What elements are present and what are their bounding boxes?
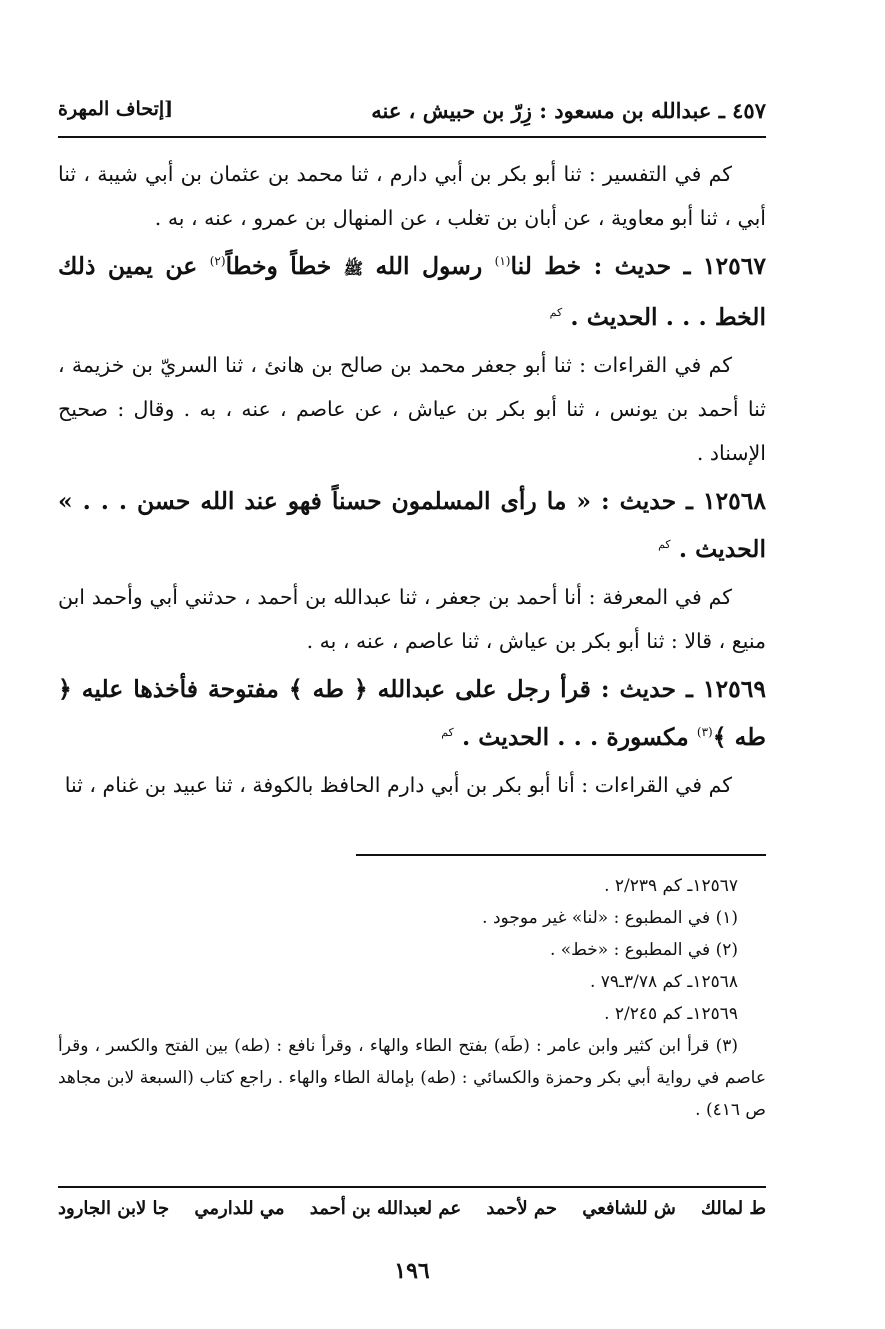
hadith-text: ١٢٥٦٨ ـ حديث : « ما رأى المسلمون حسناً فهو عند الله حسن . . . » الحديث . xyxy=(58,487,766,563)
abbreviation: حم لأحمد xyxy=(486,1198,558,1219)
footnote-separator xyxy=(356,854,766,856)
abbreviation: عم لعبدالله بن أحمد xyxy=(309,1198,462,1219)
footnote-item: (١) في المطبوع : «لنا» غير موجود . xyxy=(482,908,738,928)
isnad-paragraph: كم في التفسير : ثنا أبو بكر بن أبي دارم ، ثنا محمد بن عثمان بن أبي شيبة ، ثنا أبي ، ثنا أبو معاوية ، عن أبان بن تغلب ، عن المنهال بن عمرو ، عنه ، به . xyxy=(58,162,766,230)
source-siglum: كم xyxy=(441,726,454,740)
source-siglum: كم xyxy=(549,306,563,320)
footnote-ref: (٣) xyxy=(696,725,713,740)
abbreviations-separator xyxy=(58,1186,766,1188)
hadith-text: رسول الله xyxy=(363,252,495,280)
isnad-paragraph: كم في القراءات : ثنا أبو جعفر محمد بن صالح بن هانئ ، ثنا السريّ بن خزيمة ، ثنا أحمد بن يونس ، ثنا أبو بكر بن عياش ، عن عاصم ، عنه ، به . وقال : صحيح الإسناد . xyxy=(58,353,766,465)
page-number: ١٩٦ xyxy=(394,1258,430,1284)
footnote-item: ١٢٥٦٨ـ كم ٣/٧٨ـ٧٩ . xyxy=(589,972,738,992)
source-siglum: كم xyxy=(658,538,671,552)
footnote-ref: (٢) xyxy=(209,254,226,269)
footnotes xyxy=(58,870,766,1126)
hadith-text: خطاً وخطاً xyxy=(225,252,344,280)
hadith-12568 xyxy=(58,477,766,573)
hadith-text: ١٢٥٦٧ ـ حديث : خط لنا xyxy=(510,252,767,280)
isnad-paragraph: كم في المعرفة : أنا أحمد بن جعفر ، ثنا عبدالله بن أحمد ، حدثني أبي وأحمد ابن منيع ، قالا : ثنا أبو بكر بن عياش ، ثنا عاصم ، عنه ، به . xyxy=(58,585,766,653)
footnote-item xyxy=(58,1030,766,1126)
book-page xyxy=(58,90,766,1320)
hadith-12569 xyxy=(58,665,766,761)
footnote-item: ١٢٥٦٩ـ كم ٢/٢٤٥ . xyxy=(604,1004,738,1024)
main-text xyxy=(58,138,766,807)
abbreviation: ش للشافعي xyxy=(582,1198,676,1219)
hadith-text: ١٢٥٦٩ ـ حديث : قرأ رجل على عبدالله ﴿ طه ﴾ مفتوحة فأخذها عليه ﴿ طه ﴾ xyxy=(58,675,766,751)
abbreviation: مي للدارمي xyxy=(194,1198,285,1219)
hadith-text: مكسورة . . . الحديث . xyxy=(461,723,697,751)
salutation-glyph: ﷺ xyxy=(343,259,364,278)
abbreviation: ط لمالك xyxy=(701,1198,766,1219)
footnote-ref: (١) xyxy=(494,254,511,269)
abbreviation: جا لابن الجارود xyxy=(58,1198,170,1219)
hadith-text: عن يمين ذلك الخط . . . الحديث . xyxy=(58,252,766,331)
running-header xyxy=(58,90,766,138)
abbreviations-key xyxy=(58,1198,766,1219)
header-book-title: [إتحاف المهرة xyxy=(58,98,174,120)
footnote-item: ١٢٥٦٧ـ كم ٢/٢٣٩ . xyxy=(604,876,738,896)
hadith-12567 xyxy=(58,242,766,341)
footnote-text: وقرأ عاصم في رواية أبي بكر وحمزة والكسائي : (طه) بإمالة الطاء والهاء . راجع كتاب (السبعة لابن مجاهد ص ٤١٦) . xyxy=(58,1036,766,1120)
header-chapter-title: ٤٥٧ ـ عبدالله بن مسعود : زِرّ بن حبيش ، عنه xyxy=(371,98,766,123)
isnad-paragraph: كم في القراءات : أنا أبو بكر بن أبي دارم الحافظ بالكوفة ، ثنا عبيد بن غنام ، ثنا xyxy=(64,773,732,797)
footnote-text: (٣) قرأ ابن كثير وابن عامر : (طَه) بفتح الطاء والهاء ، وقرأ نافع : (طه) بين الفتح والكسر ، xyxy=(94,1036,738,1056)
footnote-item: (٢) في المطبوع : «خط» . xyxy=(549,940,738,960)
